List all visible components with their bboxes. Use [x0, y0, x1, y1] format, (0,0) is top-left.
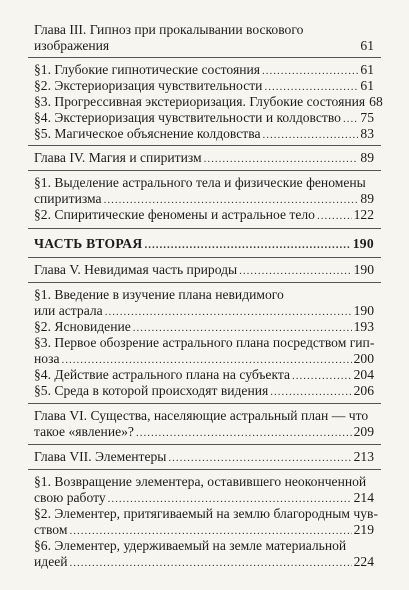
page-number: 75 — [360, 110, 374, 125]
toc-entry-7-6-cont: идеей ..... 224 — [34, 554, 374, 571]
toc-entry-4-1: §1. Выделение астрального тела и физические феномены — [34, 175, 366, 190]
toc-entry-chapter-6-cont: такое «явление»? ..... 209 — [34, 424, 374, 441]
toc-entry-chapter-4: Глава IV. Магия и спиритизм ..... 89 — [34, 150, 374, 167]
toc-entry-5-3: §3. Первое обозрение астрального плана посредством гип- — [34, 335, 375, 350]
toc-entry-7-2: §2. Элементер, притягиваемый на землю благородным чув- — [34, 506, 378, 521]
leader-dots — [133, 320, 352, 336]
toc-entry-chapter-6: Глава VI. Существа, населяющие астральный план — что — [34, 408, 369, 423]
page-number: 206 — [353, 383, 374, 398]
section-divider — [28, 145, 381, 146]
leader-dots — [69, 523, 351, 539]
section-divider — [28, 282, 381, 283]
toc-entry-chapter-7: Глава VII. Элементеры ..... 213 — [34, 449, 374, 466]
leader-dots — [292, 368, 352, 384]
toc-part-two: ЧАСТЬ ВТОРАЯ ..... 190 — [34, 236, 374, 253]
leader-dots — [61, 352, 351, 368]
leader-dots — [270, 384, 351, 400]
section-divider — [28, 257, 381, 258]
leader-dots — [264, 79, 358, 95]
toc-entry-5-3-cont: ноза ..... 200 — [34, 351, 374, 368]
page-number: 190 — [353, 303, 374, 318]
leader-dots — [108, 491, 352, 507]
leader-dots — [204, 151, 359, 167]
page-number: 61 — [360, 62, 374, 77]
page-number: 61 — [360, 78, 374, 93]
section-divider — [28, 444, 381, 445]
toc-entry-3-3: §3. Прогрессивная экстериоризация. Глубокие состояния 68 — [34, 94, 383, 109]
page-number: 83 — [360, 126, 374, 141]
page-number: 193 — [353, 319, 374, 334]
leader-dots — [136, 425, 352, 441]
leader-dots — [263, 127, 359, 143]
toc-entry-7-6: §6. Элементер, удерживаемый на земле материальной — [34, 538, 347, 553]
toc-entry-4-2: §2. Спиритические феномены и астральное тело ..... 122 — [34, 207, 374, 224]
page-number: 68 — [369, 94, 383, 109]
toc-entry-7-2-cont: ством ..... 219 — [34, 522, 374, 539]
toc-entry-5-1: §1. Введение в изучение плана невидимого — [34, 287, 284, 302]
leader-dots — [104, 192, 359, 208]
page-number: 204 — [353, 367, 374, 382]
toc-entry-7-1-cont: свою работу ..... 214 — [34, 490, 374, 507]
section-divider — [28, 228, 381, 229]
section-divider — [28, 469, 381, 470]
page-number: 190 — [352, 236, 374, 251]
page-number: 61 — [360, 38, 374, 53]
leader-dots — [105, 304, 352, 320]
toc-entry-3-1: §1. Глубокие гипнотические состояния ..... 61 — [34, 62, 374, 79]
page-number: 224 — [353, 554, 374, 569]
leader-dots — [239, 263, 351, 279]
page-number: 214 — [353, 490, 374, 505]
page-number: 190 — [353, 262, 374, 277]
page-number: 200 — [353, 351, 374, 366]
section-divider — [28, 57, 381, 58]
toc-entry-7-1: §1. Возвращение элементера, оставившего неоконченной — [34, 474, 367, 489]
toc-entry-5-2: §2. Ясновидение ..... 193 — [34, 319, 374, 336]
leader-dots — [168, 450, 351, 466]
page-number: 219 — [353, 522, 374, 537]
leader-dots — [343, 111, 358, 127]
page-number: 89 — [360, 191, 374, 206]
toc-entry-4-1-cont: спиритизма ..... 89 — [34, 191, 374, 208]
leader-dots — [317, 208, 352, 224]
page-number: 213 — [353, 449, 374, 464]
toc-entry-5-1-cont: или астрала ..... 190 — [34, 303, 374, 320]
section-divider — [28, 170, 381, 171]
toc-entry-chapter-5: Глава V. Невидимая часть природы ..... 190 — [34, 262, 374, 279]
toc-entry-3-4: §4. Экстериоризация чувствительности и колдовство ..... 75 — [34, 110, 374, 127]
toc-entry-3-5: §5. Магическое объяснение колдовства ..... 83 — [34, 126, 374, 143]
page-number: 209 — [353, 424, 374, 439]
page-number: 89 — [360, 150, 374, 165]
toc-entry-chapter-3: Глава III. Гипноз при прокалывании воскового — [34, 22, 304, 37]
leader-dots — [145, 237, 351, 253]
toc-entry-5-5: §5. Среда в которой происходят видения ..... 206 — [34, 383, 374, 400]
leader-dots — [70, 555, 352, 571]
section-divider — [28, 403, 381, 404]
page-number: 122 — [353, 207, 374, 222]
toc-entry-3-2: §2. Экстериоризация чувствительности ..... 61 — [34, 78, 374, 95]
toc-entry-chapter-3-cont: изображения 61 — [34, 38, 374, 53]
leader-dots — [262, 63, 358, 79]
toc-entry-5-4: §4. Действие астрального плана на субъекта ..... 204 — [34, 367, 374, 384]
